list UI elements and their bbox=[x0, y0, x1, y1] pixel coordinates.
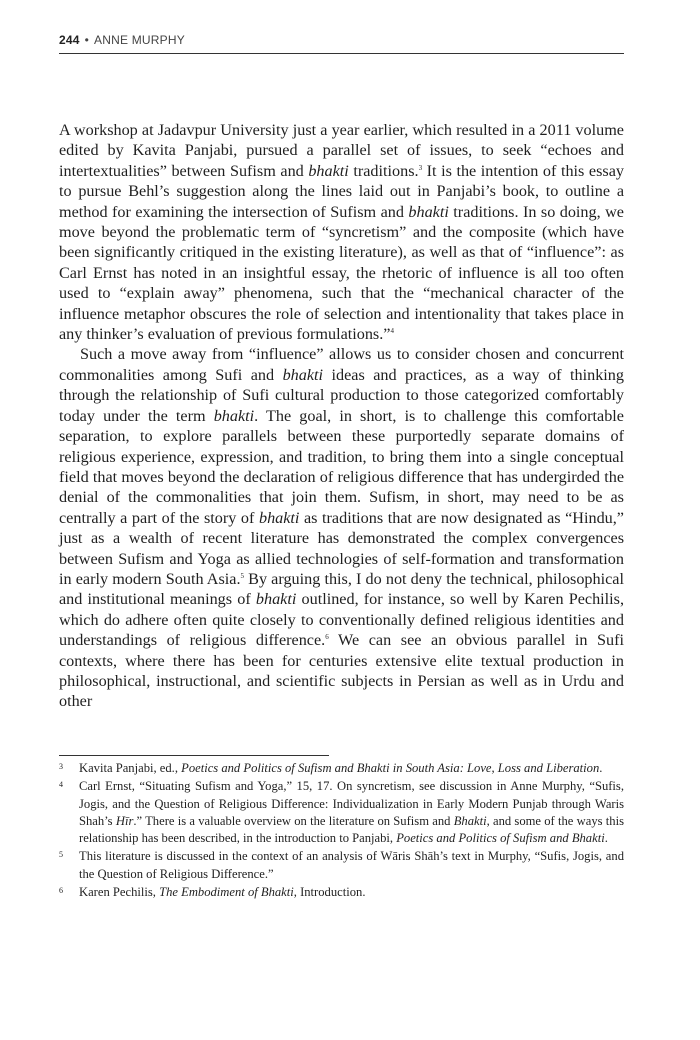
footnote-number: 4 bbox=[59, 780, 63, 790]
running-head-author: ANNE MURPHY bbox=[94, 33, 185, 47]
footnote-4 bbox=[59, 778, 624, 847]
text-run: By arguing this, I do not deny the technical, philosophical and institutional meanings of bbox=[59, 569, 624, 609]
paragraph-1 bbox=[59, 120, 624, 344]
text-run: as traditions that are now designated as “Hindu,” just as a wealth of recent literature has demonstrated the complex convergences between Sufism and Yoga as allied technologies of self-formation and transformation in early modern South Asia. bbox=[59, 508, 624, 588]
text-run: .” There is a valuable overview on the literature on Sufism and bbox=[133, 813, 454, 828]
text-run: outlined, for instance, so well by Karen Pechilis, which do adhere often quite closely to conventionally defined religious identities and understandings of religious difference. bbox=[59, 590, 624, 650]
text-run: traditions. bbox=[348, 161, 419, 180]
text-run: Karen Pechilis, bbox=[79, 885, 160, 900]
italic-term: bhakti bbox=[255, 590, 297, 609]
paragraph-2 bbox=[59, 344, 624, 711]
footnote-number: 5 bbox=[59, 850, 63, 860]
footnote-3 bbox=[59, 760, 624, 777]
text-run: ideas and practices, as a way of thinking through the relationship of Sufi cultural production to those categorized comfortably today under the term bbox=[59, 365, 624, 425]
italic-title: Poetics and Politics of Sufism and Bhakti bbox=[396, 831, 605, 846]
text-run: Carl Ernst, “Situating Sufism and Yoga,” 15, 17. On syncretism, see discussion in Anne Murphy, “Sufis, Jogis, and the Question of Religious Difference: Individualization in Early Modern Punjab through Waris Shah’s bbox=[79, 779, 624, 828]
italic-term: bhakti bbox=[408, 202, 449, 221]
italic-term: Bhakti bbox=[453, 813, 487, 828]
footnote-ref[interactable]: 6 bbox=[325, 633, 329, 642]
italic-title: The Embodiment of Bhakti bbox=[159, 885, 294, 900]
footnotes bbox=[59, 760, 624, 902]
text-run: We can see an obvious parallel in Sufi contexts, where there has been for centuries extensive elite textual production in philosophical, instructional, and scientific subjects in Persian as well as in Urdu and other bbox=[59, 631, 624, 711]
italic-term: bhakti bbox=[213, 406, 255, 425]
body-text bbox=[59, 120, 624, 712]
footnote-6 bbox=[59, 884, 624, 901]
text-run: traditions. In so doing, we move beyond the problematic term of “syncretism” and the composite (which have been significantly critiqued in the existing literature), as well as that of “influence”: as Carl Ernst has noted in an insightful essay, the rhetoric of influence is all too often used to “explain away” phenomena, such that the “mechanical character of the influence metaphor obscures the role of selection and intentionality that takes place in any thinker’s evaluation of previous formulations.” bbox=[59, 202, 624, 344]
footnote-number: 3 bbox=[59, 762, 63, 771]
text-run: Such a move away from “influence” allows us to consider chosen and concurrent commonalities among Sufi and bbox=[59, 345, 624, 384]
italic-term: bhakti bbox=[258, 508, 300, 527]
text-run: , and some of the ways this relationship has been described, in the introduction to Panjabi, bbox=[79, 813, 624, 846]
footnote-number: 6 bbox=[59, 886, 63, 896]
text-run: This literature is discussed in the context of an analysis of Wāris Shāh’s text in Murphy, “Sufis, Jogis, and the Question of Religious Difference.” bbox=[79, 849, 624, 881]
running-header bbox=[59, 33, 624, 54]
text-run: . bbox=[604, 831, 608, 846]
text-run: , Introduction. bbox=[293, 885, 366, 900]
header-separator: • bbox=[84, 33, 90, 47]
footnote-ref[interactable]: 5 bbox=[240, 571, 245, 580]
footnote-5 bbox=[59, 848, 624, 883]
italic-term: bhakti bbox=[308, 161, 349, 180]
text-run: . bbox=[599, 761, 603, 775]
italic-title: Hīr bbox=[115, 813, 134, 828]
italic-term: bhakti bbox=[282, 365, 324, 384]
text-run: . The goal, in short, is to challenge this comfortable separation, to explore parallels between these purportedly separate domains of religious experience, expression, and tradition, to bring them into a single conceptual field that moves beyond the declaration of religious difference that has undergirded the denial of the commonalities that join them. Sufism, in short, may need to be as centrally a part of the story of bbox=[59, 406, 624, 527]
text-run: A workshop at Jadavpur University just a year earlier, which resulted in a 2011 volume edited by Kavita Panjabi, pursued a parallel set of issues, to seek “echoes and intertextualities” between Sufism and bbox=[59, 121, 624, 180]
italic-title: Poetics and Politics of Sufism and Bhakti in South Asia: Love, Loss and Liberation bbox=[181, 761, 600, 775]
footnote-divider bbox=[59, 755, 329, 756]
page-number: 244 bbox=[59, 33, 80, 47]
text-run: It is the intention of this essay to pursue Behl’s suggestion along the lines laid out in Panjabi’s book, to outline a method for examining the intersection of Sufism and bbox=[59, 161, 624, 221]
text-run: Kavita Panjabi, ed., bbox=[79, 761, 182, 775]
footnote-ref[interactable]: 4 bbox=[390, 327, 394, 336]
footnote-ref[interactable]: 3 bbox=[418, 163, 423, 172]
